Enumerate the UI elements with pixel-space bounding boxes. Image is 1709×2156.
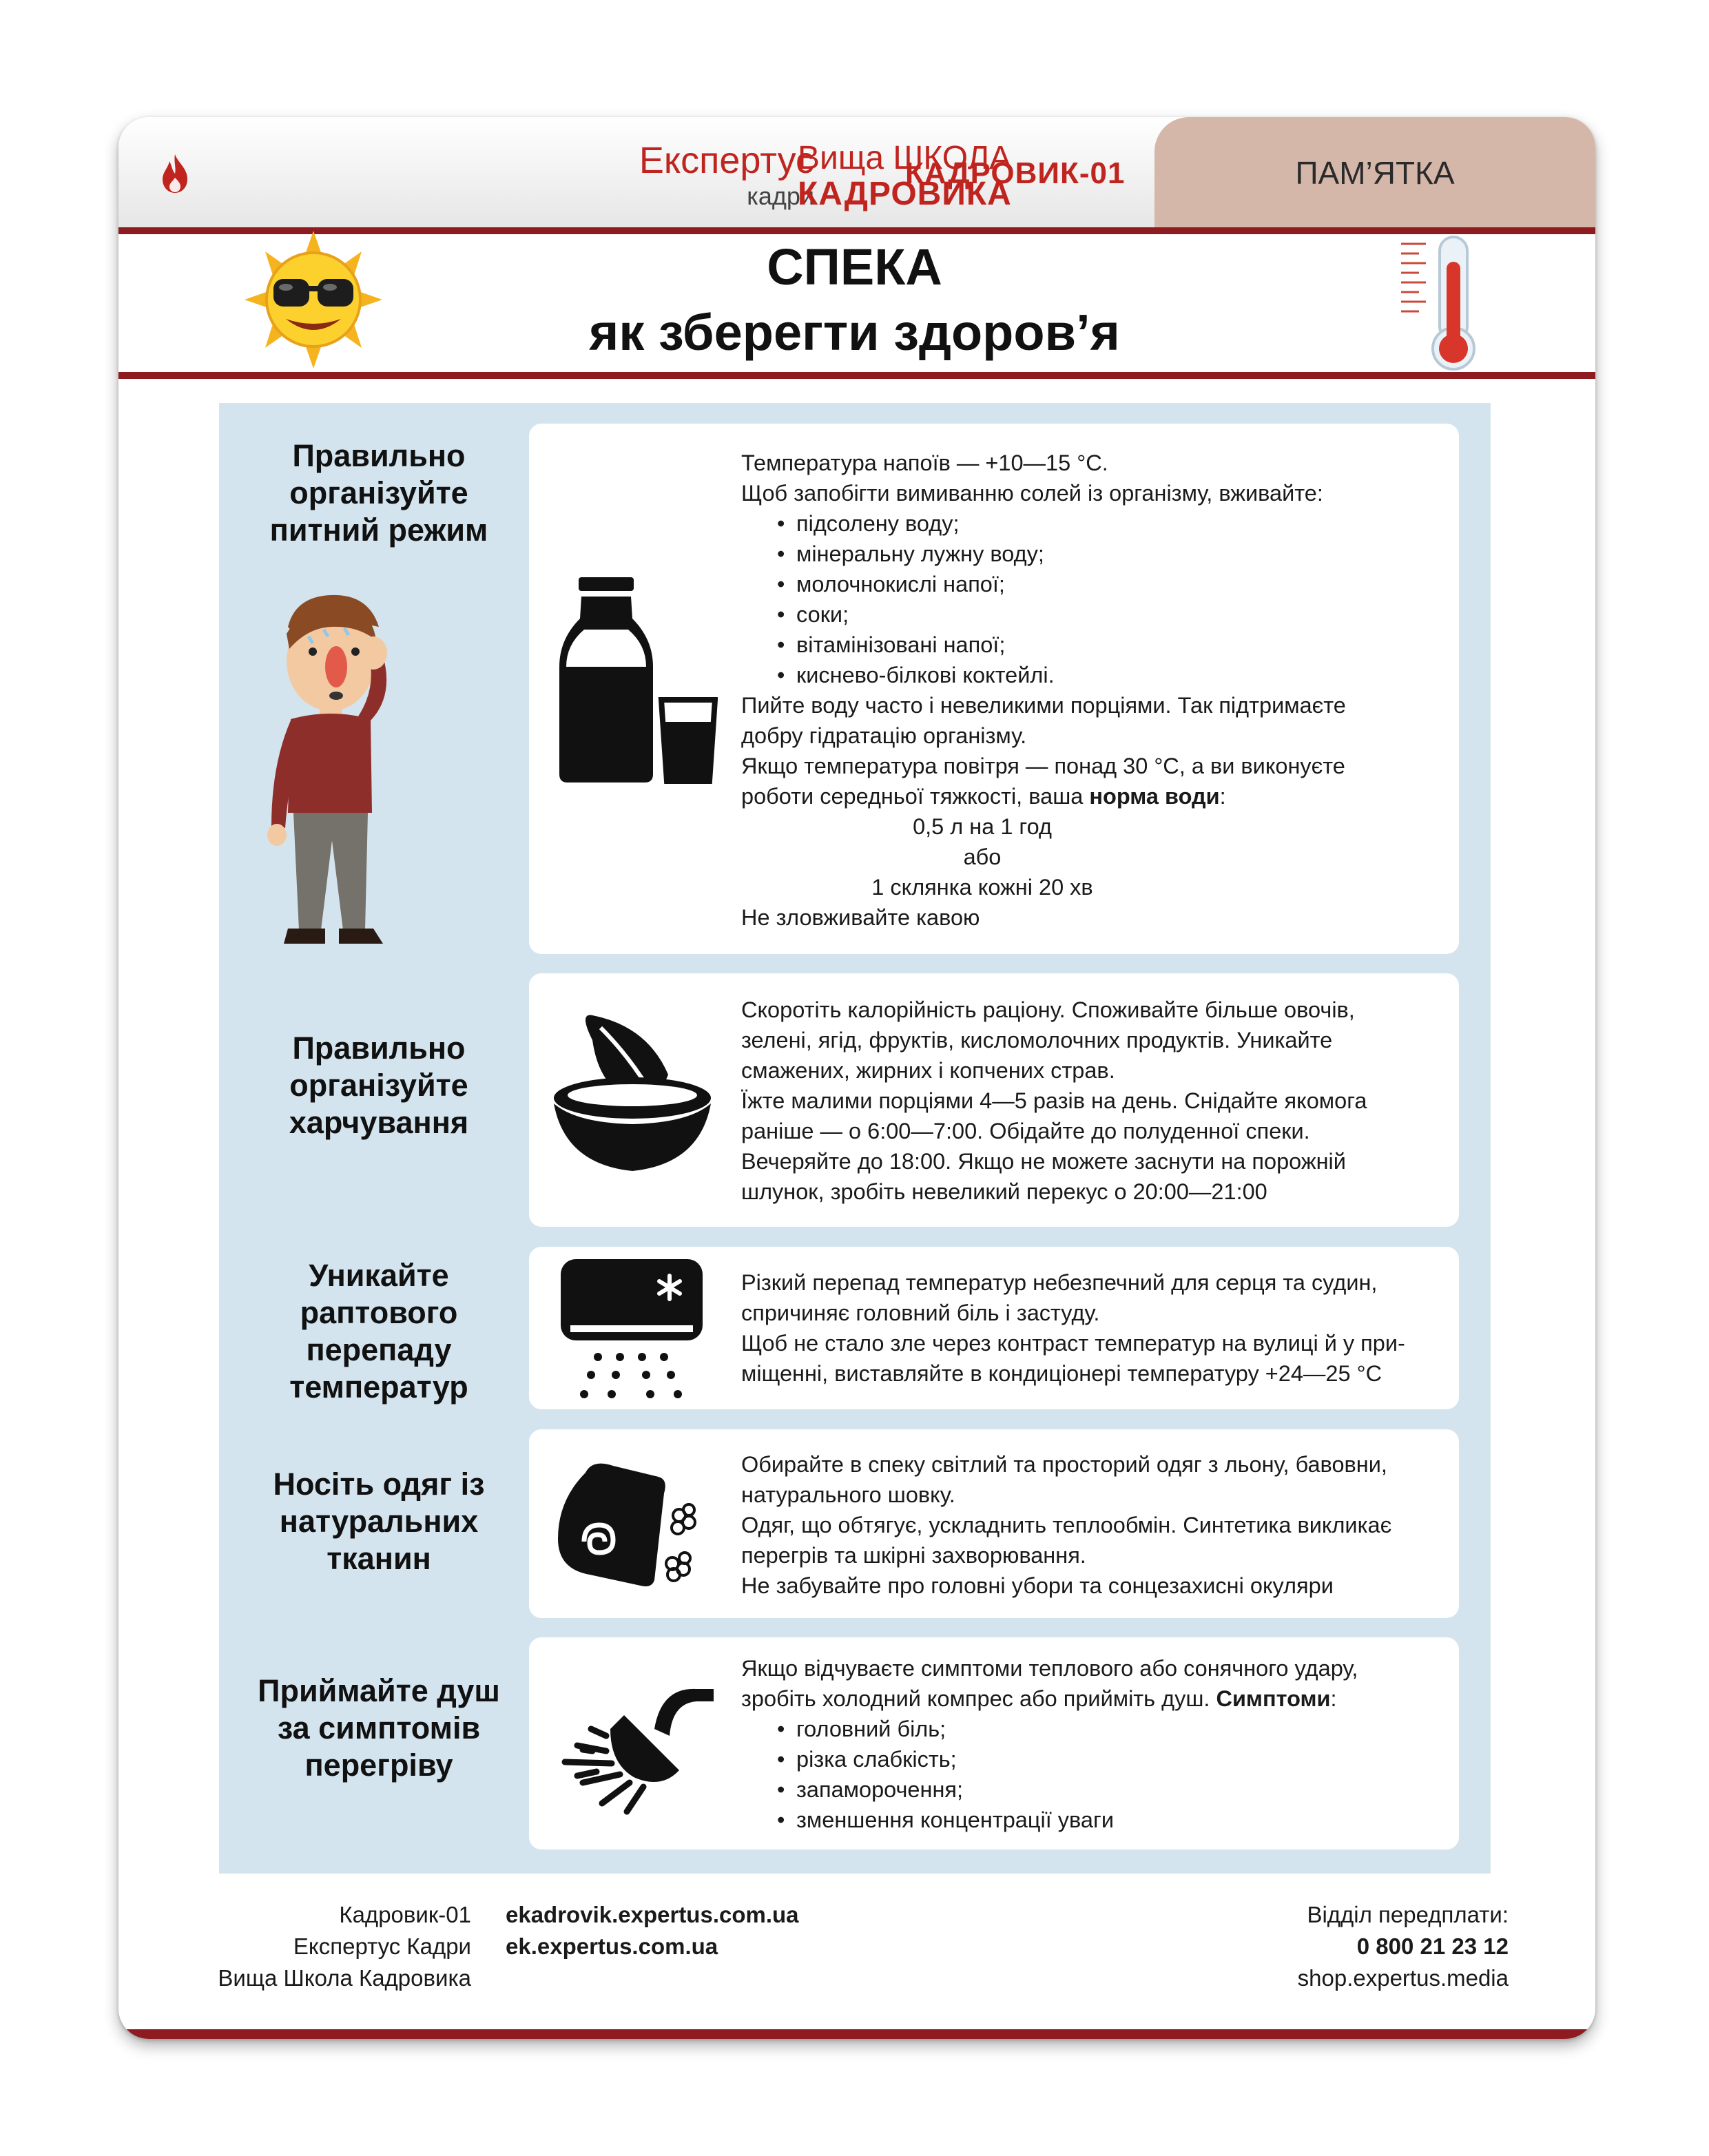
- text-line: Пийте воду часто і невеликими порціями. Так підтримаєте: [741, 693, 1346, 718]
- section-2-title-line: організуйте: [289, 1068, 468, 1103]
- sweating-man-illustration: [248, 585, 413, 957]
- footer-links: [506, 1899, 799, 1962]
- section-2-title-line: Правильно: [292, 1030, 466, 1066]
- air-conditioner-icon: [559, 1258, 704, 1402]
- page-title-line2: як зберегти здоров’я: [589, 304, 1120, 361]
- text-line: шлунок, зробіть невеликий перекус о 20:00—21:00: [741, 1179, 1267, 1204]
- text-line: Різкий перепад температур небезпечний для серця та судин,: [741, 1270, 1378, 1295]
- header-tab-label: ПАМ’ЯТКА: [1295, 155, 1455, 191]
- logo-school-top: Вища ШКОЛА: [798, 140, 1012, 176]
- list-item: • мінеральну лужну воду;: [741, 539, 1451, 569]
- fabric-roll-cotton-icon: [551, 1459, 703, 1590]
- text-line: натурального шовку.: [741, 1482, 955, 1507]
- text-line: добру гідратацію організму.: [741, 723, 1027, 748]
- thermometer-icon: [1398, 234, 1488, 372]
- text-line: Якщо температура повітря — понад 30 °С, а ви виконуєте: [741, 754, 1345, 778]
- section-1-text: [741, 448, 1451, 933]
- section-3-text: [741, 1267, 1451, 1389]
- list-item: • підсолену воду;: [741, 508, 1451, 539]
- footer-brand: Кадровик-01: [339, 1902, 471, 1927]
- footer-subscription: [1298, 1899, 1509, 1994]
- footer-brands: [218, 1899, 471, 1994]
- text-line: Не зловживайте кавою: [741, 905, 980, 930]
- footer-link[interactable]: ek.expertus.com.ua: [506, 1934, 718, 1959]
- list-item: • киснево-білкові коктейлі.: [741, 660, 1451, 690]
- section-2-text: [741, 995, 1451, 1207]
- logo-expertus-main: Експертус: [639, 140, 814, 181]
- logo-expertus-sub: кадри: [747, 182, 814, 210]
- footer-site-link[interactable]: shop.expertus.media: [1297, 1965, 1509, 1991]
- text-line: зелені, ягід, фруктів, кисломолочних продуктів. Уникайте: [741, 1028, 1333, 1053]
- list-item: • зменшення концентрації уваги: [741, 1805, 1451, 1835]
- list-item: • головний біль;: [741, 1714, 1451, 1744]
- text-line-centered: 1 склянка кожні 20 хв: [871, 875, 1093, 900]
- text-line: Їжте малими порціями 4—5 разів на день. Снідайте якомога: [741, 1088, 1367, 1113]
- text-line: Температура напоїв — +10—15 °С.: [741, 450, 1108, 475]
- section-2-title-line: харчування: [289, 1105, 469, 1140]
- section-1-title-line: організуйте: [289, 475, 468, 510]
- footer-phone[interactable]: 0 800 21 23 12: [1356, 1934, 1509, 1959]
- footer-link[interactable]: ekadrovik.expertus.com.ua: [506, 1902, 799, 1927]
- text-line: спричиняє головний біль і застуду.: [741, 1300, 1100, 1325]
- section-3-title-line: температур: [289, 1369, 468, 1404]
- text-line: Не забувайте про головні убори та сонцезахисні окуляри: [741, 1573, 1334, 1598]
- section-3-title-line: Уникайте: [309, 1258, 449, 1293]
- symptoms-prefix: зробіть холодний компрес або прийміть душ.: [741, 1686, 1216, 1711]
- section-3-title-line: раптового: [300, 1295, 458, 1330]
- milk-bottle-glass-icon: [559, 577, 718, 784]
- section-5-title: [234, 1672, 524, 1784]
- text-line: [741, 1683, 1451, 1714]
- section-4-title: [234, 1466, 524, 1577]
- text-line: [741, 781, 1451, 811]
- text-line: Вечеряйте до 18:00. Якщо не можете заснути на порожній: [741, 1149, 1346, 1174]
- card-bottom-rule: [118, 2029, 1595, 2039]
- list-item: • молочнокислі напої;: [741, 569, 1451, 599]
- section-4-title-line: натуральних: [279, 1504, 479, 1539]
- section-5-title-line: за симптомів: [277, 1710, 481, 1745]
- shower-head-icon: [551, 1674, 716, 1818]
- logo-kadrovik-text: КАДРОВИК-01: [905, 156, 1126, 190]
- page-title-line1: СПЕКА: [767, 238, 942, 296]
- logo-school-bottom: КАДРОВИКА: [798, 176, 1012, 212]
- text-line: міщенні, виставляйте в кондиціонері температуру +24—25 °С: [741, 1361, 1382, 1386]
- section-1-title-line: Правильно: [292, 438, 466, 473]
- section-5-title-line: Приймайте душ: [258, 1673, 500, 1708]
- norm-bold: норма води: [1089, 784, 1220, 809]
- section-5-text: [741, 1653, 1451, 1835]
- logo-expertus[interactable]: [525, 139, 814, 215]
- section-4-text: [741, 1449, 1451, 1601]
- section-3-title: [234, 1257, 524, 1406]
- list-item: • соки;: [741, 599, 1451, 630]
- logo-school[interactable]: [798, 139, 1032, 215]
- text-line: смажених, жирних і копчених страв.: [741, 1058, 1115, 1083]
- footer-brand: Вища Школа Кадровика: [218, 1965, 471, 1991]
- section-1-title-line: питний режим: [269, 512, 488, 548]
- text-line: Скоротіть калорійність раціону. Споживайте більше овочів,: [741, 997, 1355, 1022]
- list-item: • запаморочення;: [741, 1774, 1451, 1805]
- section-4-title-line: Носіть одяг із: [273, 1466, 485, 1502]
- section-4-title-line: тканин: [327, 1541, 431, 1576]
- text-line: Якщо відчуваєте симптоми теплового або сонячного удару,: [741, 1656, 1358, 1681]
- title-rule: [118, 372, 1595, 379]
- list-item: • вітамінізовані напої;: [741, 630, 1451, 660]
- footer-subscription-label: Відділ передплати:: [1307, 1902, 1509, 1927]
- food-bowl-leaf-icon: [551, 1013, 714, 1175]
- text-line: раніше — о 6:00—7:00. Обідайте до полуденної спеки.: [741, 1119, 1310, 1143]
- text-line: Одяг, що обтягує, ускладнить теплообмін. Синтетика викликає: [741, 1513, 1392, 1537]
- flame-icon: [160, 153, 190, 194]
- text-line: перегрів та шкірні захворювання.: [741, 1543, 1086, 1568]
- norm-suffix: :: [1219, 784, 1226, 809]
- footer-brand: Експертус Кадри: [293, 1934, 471, 1959]
- text-line-centered: або: [963, 844, 1002, 869]
- section-1-title: [234, 437, 524, 549]
- norm-prefix: роботи середньої тяжкості, ваша: [741, 784, 1090, 809]
- text-line: Обирайте в спеку світлий та просторий одяг з льону, бавовни,: [741, 1452, 1387, 1477]
- list-item: • різка слабкість;: [741, 1744, 1451, 1774]
- symptoms-suffix: :: [1330, 1686, 1337, 1711]
- text-line: Щоб запобігти вимиванню солей із організму, вживайте:: [741, 481, 1323, 506]
- section-3-title-line: перепаду: [306, 1332, 452, 1367]
- text-line-centered: 0,5 л на 1 год: [913, 814, 1052, 839]
- symptoms-bold: Симптоми: [1216, 1686, 1331, 1711]
- text-line: Щоб не стало зле через контраст температур на вулиці й у при-: [741, 1331, 1405, 1356]
- section-2-title: [234, 1030, 524, 1141]
- section-5-title-line: перегріву: [304, 1748, 453, 1783]
